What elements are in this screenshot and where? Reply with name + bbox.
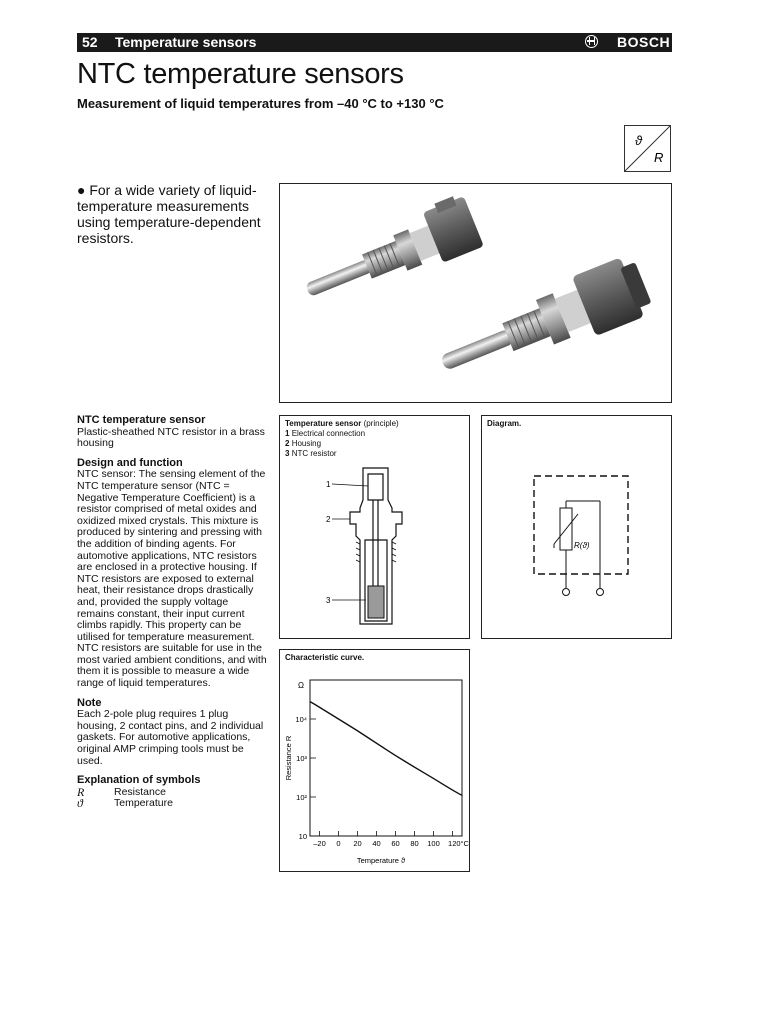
ntc-resistor-element (368, 586, 384, 618)
figure-circuit-diagram (481, 415, 672, 639)
bosch-logo-icon (585, 35, 598, 48)
figure-sensor-principle (279, 415, 470, 639)
figure-title: Diagram. (487, 419, 522, 428)
symbol-r: R (654, 150, 664, 165)
callout-1: 1 (326, 480, 331, 489)
symbol-box (624, 125, 671, 172)
intro-text: ● For a wide variety of liquid-temperature measurements using temperature-dependent resistors. (77, 182, 261, 246)
legend-label: Housing (291, 439, 322, 448)
plot-frame (310, 680, 462, 836)
symbol-theta: ϑ (635, 133, 643, 148)
legend-label: Electrical connection (291, 429, 366, 438)
legend-number: 2 (285, 439, 290, 448)
x-tick-label: 100 (427, 839, 440, 848)
sensor-photo-illustration (280, 184, 671, 402)
figure-characteristic-curve (279, 649, 470, 872)
callout-3: 3 (326, 596, 331, 605)
x-tick-label: 0 (336, 839, 341, 848)
x-tick-label: 60 (391, 839, 400, 848)
y-tick-label: 10³ (296, 754, 307, 763)
legend-label: NTC resistor (291, 449, 337, 458)
y-tick-label: 10 (298, 832, 307, 841)
callout-2: 2 (326, 515, 331, 524)
chart-title: Characteristic curve. (285, 653, 365, 662)
symbol-row (77, 798, 267, 810)
page-number: 52 (82, 34, 98, 50)
circuit-schematic (482, 416, 671, 638)
y-tick-label: 10⁴ (295, 715, 307, 724)
brand-name: BOSCH (617, 34, 671, 50)
characteristic-curve-chart (280, 650, 469, 871)
note-heading: Note (77, 696, 102, 709)
section-title: Temperature sensors (115, 34, 257, 50)
symbols-heading: Explanation of symbols (77, 774, 201, 787)
x-tick-label: 20 (353, 839, 362, 848)
figure-title-suffix: (principle) (363, 419, 399, 428)
x-tick-label: 120°C (448, 839, 469, 848)
page-subtitle: Measurement of liquid temperatures from –40 °C to +130 °C (77, 96, 444, 111)
ntc-curve-line (310, 702, 462, 796)
x-tick-label: –20 (313, 839, 326, 848)
y-unit-label: Ω (298, 681, 304, 690)
sensor-cross-section (280, 416, 469, 638)
x-axis-label: Temperature ϑ (356, 856, 406, 865)
sensor-description: Plastic-sheathed NTC resistor in a brass housing (77, 425, 265, 450)
symbol-meaning: Resistance (114, 785, 166, 798)
body-text-column (77, 415, 267, 810)
design-heading: Design and function (77, 456, 183, 469)
symbol-meaning: Temperature (114, 797, 173, 810)
legend-number: 3 (285, 449, 290, 458)
header-bar (77, 33, 672, 52)
x-tick-label: 80 (410, 839, 419, 848)
symbol: R (77, 784, 85, 799)
symbol: ϑ (77, 796, 83, 811)
figure-title: Temperature sensor (285, 419, 362, 428)
product-photo (279, 183, 672, 403)
page-title: NTC temperature sensors (77, 58, 404, 90)
y-tick-label: 10² (296, 793, 307, 802)
x-tick-label: 40 (372, 839, 381, 848)
y-axis-label: Resistance R (284, 735, 293, 781)
design-description: NTC sensor: The sensing element of the NTC temperature sensor (NTC = Negative Temperature Coefficient) is a resistor comprised of metal oxides and oxidized mixed crystals. This mixture is produced by sintering and pressing with the addition of binding agents. For automotive applications, NTC resistors are enclosed in a protective housing. If NTC resistors are exposed to external heat, their resistance drops drastically and, provided the supply voltage remains constant, their input current climbs rapidly. This property can be utilised for temperature measurement. NTC resistors are suitable for use in the most varied ambient conditions, and with them it is possible to measure a wide range of liquid temperatures. (77, 468, 267, 690)
legend-number: 1 (285, 429, 290, 438)
note-text: Each 2-pole plug requires 1 plug housing, 2 contact pins, and 2 individual gaskets. For automotive applications, original AMP crimping tools must be used. (77, 708, 264, 767)
sensor-heading: NTC temperature sensor (77, 414, 206, 426)
resistor-label: R(ϑ) (574, 541, 590, 550)
